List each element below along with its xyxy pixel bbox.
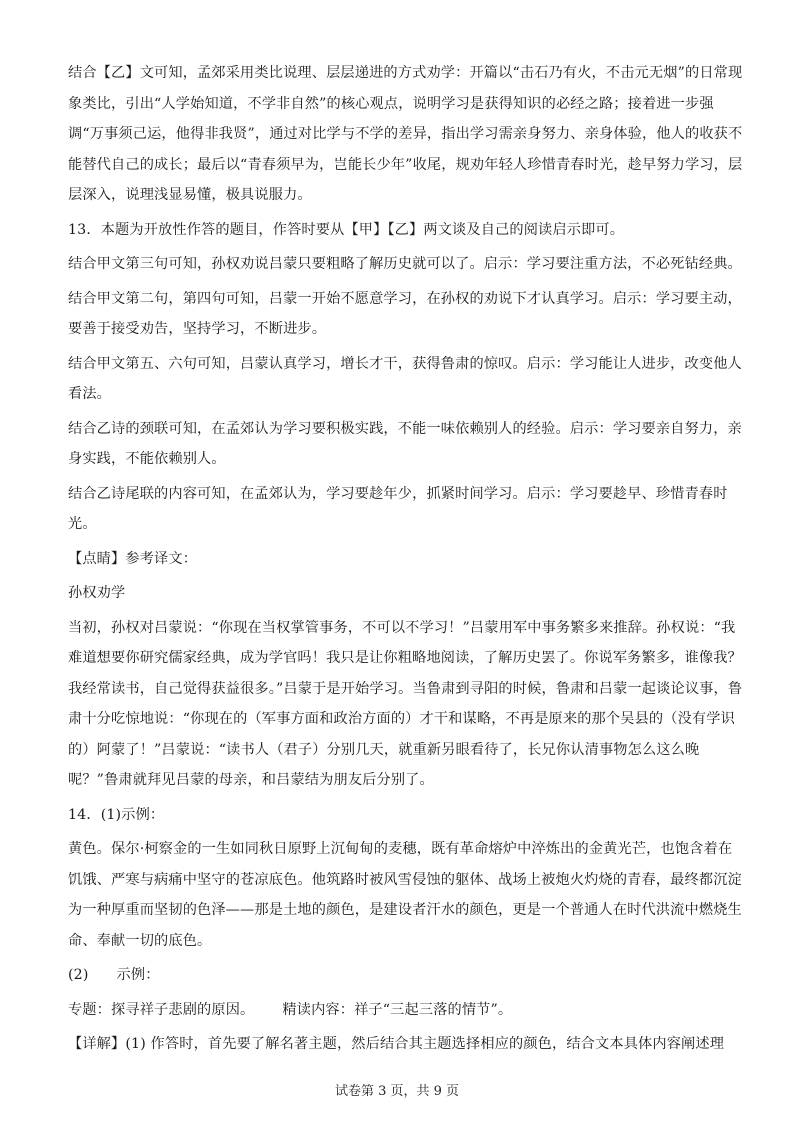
paragraph-detail: 【详解】(1) 作答时，首先要了解名著主题，然后结合其主题选择相应的颜色，结合文本具体内容阐述理 — [68, 1036, 725, 1052]
paragraph-q13-point-5: 结合乙诗尾联的内容可知，在孟郊认为，学习要趁年少，抓紧时间学习。启示：学习要趁早、珍惜青春时光。 — [68, 485, 728, 532]
page-footer: 试卷第 3 页，共 9 页 — [334, 1084, 460, 1099]
paragraph-q13-point-2: 结合甲文第二句，第四句可知，吕蒙一开始不愿意学习，在孙权的劝说下才认真学习。启示：学习要主动，要善于接受劝告，坚持学习，不断进步。 — [68, 290, 742, 337]
paragraph-q13-point-1: 结合甲文第三句可知，孙权劝说吕蒙只要粗略了解历史就可以了。启示：学习要注重方法，不必死钻经典。 — [68, 256, 742, 272]
document-body — [68, 58, 744, 1060]
paragraph-q14-heading: 14．(1)示例： — [68, 806, 165, 823]
paragraph-analysis-yi: 结合【乙】文可知，孟郊采用类比说理、层层递进的方式劝学：开篇以“击石乃有火，不击元无烟”的日常现象类比，引出“人学始知道，不学非自然”的核心观点，说明学习是获得知识的必经之路；接着进一步强调“万事须己运，他得非我贤”，通过对比学与不学的差异，指出学习需亲身努力、亲身体验，他人的收获不能替代自己的成长；最后以“青春须早为，岂能长少年”收尾，规劝年轻人珍惜青春时光，趁早努力学习，层层深入，说理浅显易懂，极具说服力。 — [68, 65, 743, 203]
paragraph-q14-answer-1: 黄色。保尔·柯察金的一生如同秋日原野上沉甸甸的麦穗，既有革命熔炉中淬炼出的金黄光芒，也饱含着在饥饿、严寒与病痛中坚守的苍凉底色。他筑路时被风雪侵蚀的躯体、战场上被炮火灼烧的青春，最终都沉淀为一种厚重而坚韧的色泽——那是土地的颜色，是建设者汗水的颜色，更是一个普通人在时代洪流中燃烧生命、奉献一切的底色。 — [68, 841, 742, 949]
paragraph-translation-title: 孙权劝学 — [68, 585, 126, 601]
topic-left: 专题：探寻祥子悲剧的原因。 — [68, 1001, 255, 1018]
paragraph-q14-item-2 — [68, 960, 744, 991]
paragraph-q13-point-4: 结合乙诗的颈联可知，在孟郊认为学习要积极实践，不能一味依赖别人的经验。启示：学习要亲自努力，亲身实践，不能依赖别人。 — [68, 420, 742, 467]
paragraph-q13-point-3: 结合甲文第五、六句可知，吕蒙认真学习，增长才干，获得鲁肃的惊叹。启示：学习能让人进步，改变他人看法。 — [68, 355, 742, 402]
paragraph-dianjing-heading: 【点睛】参考译文： — [68, 550, 198, 567]
item-2-label: (2) — [68, 967, 89, 983]
item-2-text: 示例： — [116, 967, 160, 983]
topic-right: 精读内容：祥子“三起三落的情节”。 — [282, 1001, 513, 1018]
paragraph-q14-topic — [68, 995, 744, 1026]
paragraph-translation-body: 当初，孙权对吕蒙说：“你现在当权掌管事务，不可以不学习！”吕蒙用军中事务繁多来推辞。孙权说：“我难道想要你研究儒家经典，成为学官吗！我只是让你粗略地阅读，了解历史罢了。你说军务繁多，谁像我？我经常读书，自己觉得获益很多。”吕蒙于是开始学习。当鲁肃到寻阳的时候，鲁肃和吕蒙一起谈论议事，鲁肃十分吃惊地说：“你现在的（军事方面和政治方面的）才干和谋略，不再是原来的那个吴县的（没有学识的）阿蒙了！”吕蒙说：“读书人（君子）分别几天，就重新另眼看待了，长兄你认清事物怎么这么晚呢？”鲁肃就拜见吕蒙的母亲，和吕蒙结为朋友后分别了。 — [68, 619, 743, 788]
paragraph-q13-intro: 13．本题为开放性作答的题目，作答时要从【甲】【乙】两文谈及自己的阅读启示即可。 — [68, 221, 625, 238]
